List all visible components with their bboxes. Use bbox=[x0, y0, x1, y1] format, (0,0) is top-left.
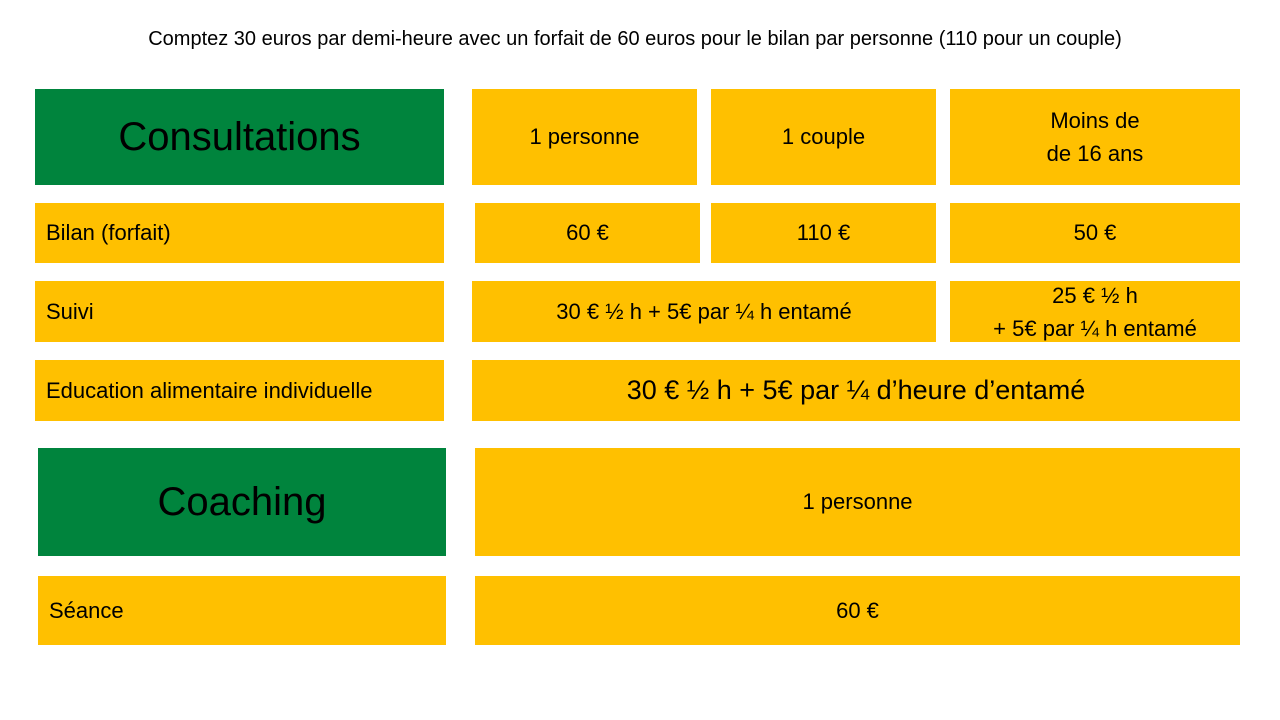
column-header-under-16: Moins de de 16 ans bbox=[950, 89, 1240, 185]
coaching-column-header: 1 personne bbox=[475, 448, 1240, 556]
suivi-price-adult: 30 € ½ h + 5€ par ¼ h entamé bbox=[472, 281, 936, 342]
row-label-seance: Séance bbox=[38, 576, 446, 645]
bilan-price-couple: 110 € bbox=[711, 203, 936, 263]
row-label-suivi: Suivi bbox=[35, 281, 444, 342]
bilan-price-one-person: 60 € bbox=[475, 203, 700, 263]
suivi-price-under-16: 25 € ½ h + 5€ par ¼ h entamé bbox=[950, 281, 1240, 342]
column-header-one-person: 1 personne bbox=[472, 89, 697, 185]
pricing-note: Comptez 30 euros par demi-heure avec un forfait de 60 euros pour le bilan par personne (110 pour un couple) bbox=[148, 28, 1122, 50]
row-label-education: Education alimentaire individuelle bbox=[35, 360, 444, 421]
row-label-bilan: Bilan (forfait) bbox=[35, 203, 444, 263]
coaching-title: Coaching bbox=[38, 448, 446, 556]
column-header-couple: 1 couple bbox=[711, 89, 936, 185]
seance-price: 60 € bbox=[475, 576, 1240, 645]
bilan-price-under-16: 50 € bbox=[950, 203, 1240, 263]
education-price: 30 € ½ h + 5€ par ¼ d’heure d’entamé bbox=[472, 360, 1240, 421]
consultations-title: Consultations bbox=[35, 89, 444, 185]
